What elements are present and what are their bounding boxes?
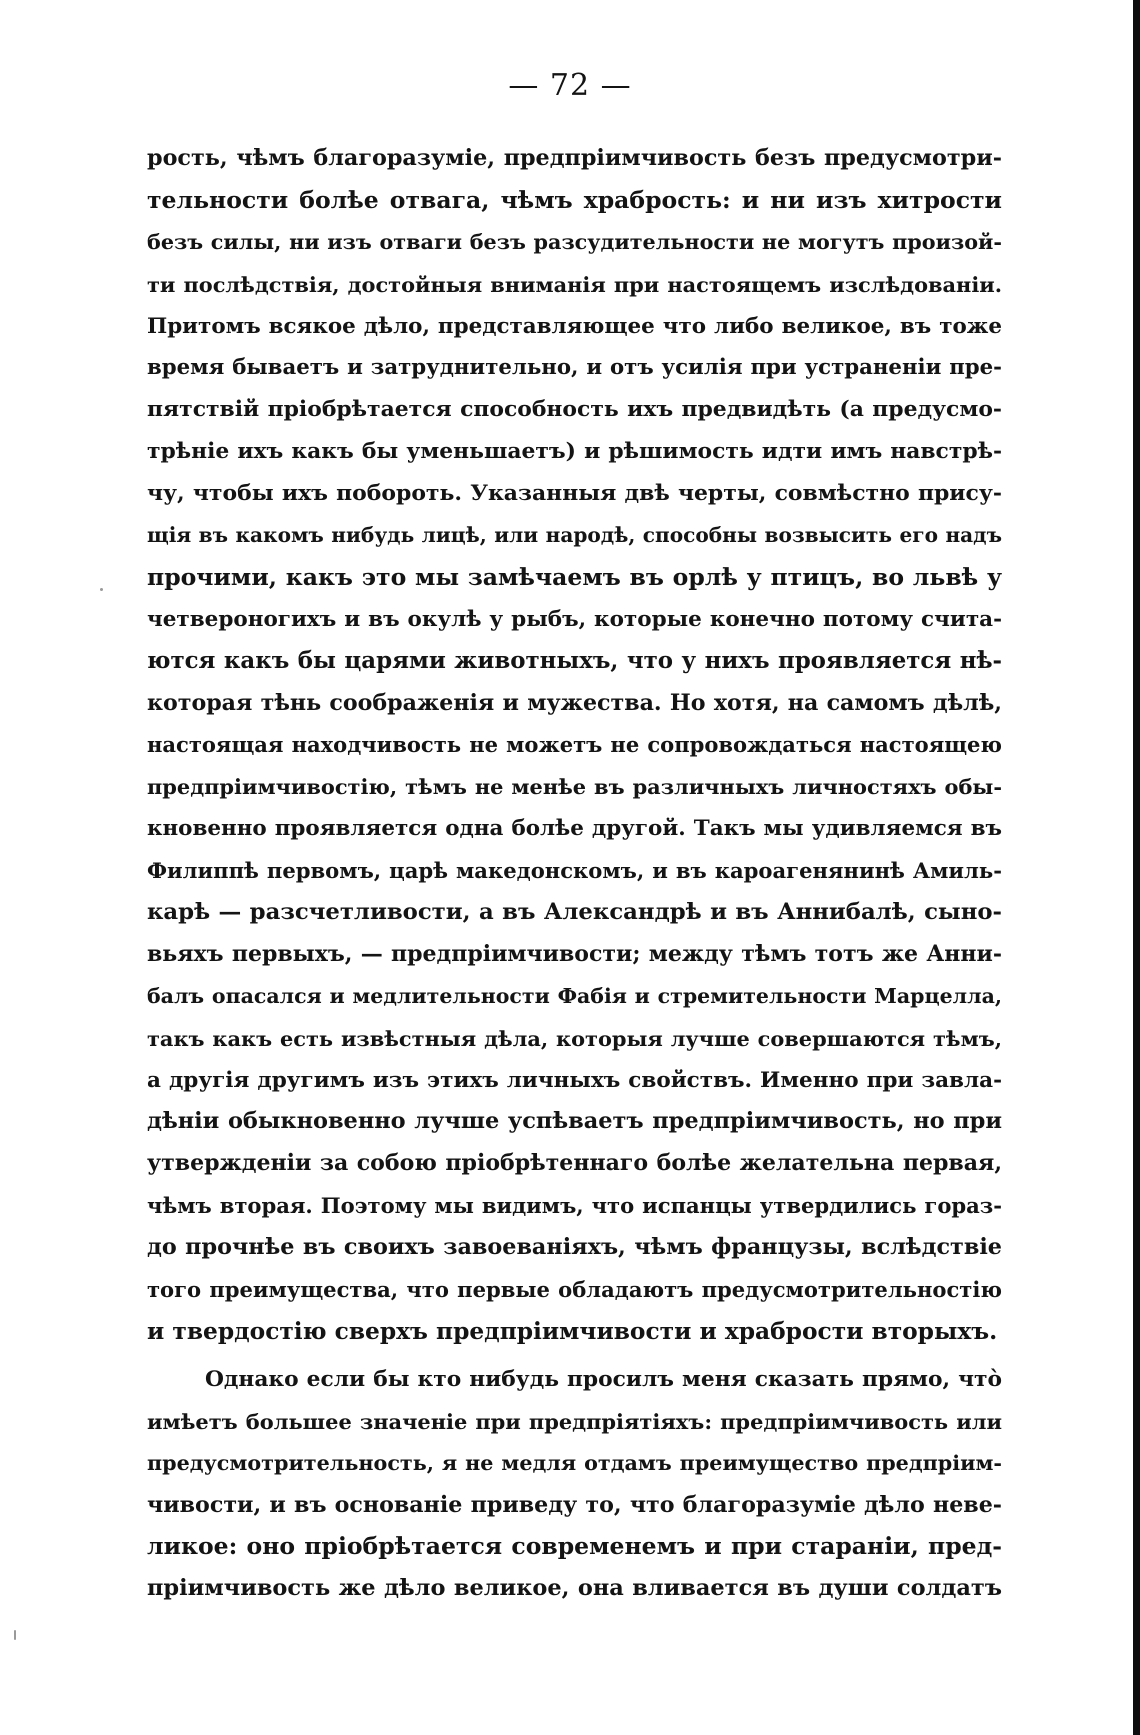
text-line: пятствій пріобрѣтается способность ихъ предвидѣть (а предусмо- (147, 396, 1002, 423)
text-line: а другія другимъ изъ этихъ личныхъ свойствъ. Именно при завла- (147, 1067, 1002, 1093)
text-line: четвероногихъ и въ окулѣ у рыбъ, которые конечно потому счита- (147, 606, 1002, 632)
text-line: предусмотрительность, я не медля отдамъ преимущество предпріим- (147, 1450, 1002, 1475)
page-number: — 72 — (508, 68, 632, 103)
text-line: безъ силы, ни изъ отваги безъ разсудительности не могутъ произой- (147, 229, 1002, 254)
text-line: Притомъ всякое дѣло, представляющее что либо великое, въ тоже (147, 313, 1002, 339)
text-line: щія въ какомъ нибудь лицѣ, или народѣ, способны возвысить его надъ (147, 523, 1002, 548)
text-line: ются какъ бы царями животныхъ, что у нихъ проявляется нѣ- (147, 647, 1002, 674)
page-edge-rule (1133, 0, 1140, 1735)
text-line: настоящая находчивость не можетъ не сопровождаться настоящею (147, 732, 1002, 758)
text-line: ти послѣдствія, достойныя вниманія при настоящемъ изслѣдованіи. (147, 271, 1002, 297)
text-line: время бываетъ и затруднительно, и отъ усилія при устраненіи пре- (147, 355, 1002, 381)
text-line: и твердостію сверхъ предпріимчивости и храбрости вторыхъ. (147, 1317, 998, 1345)
text-line: дѣніи обыкновенно лучше успѣваетъ предпріимчивость, но при (147, 1108, 1002, 1135)
text-line: до прочнѣе въ своихъ завоеваніяхъ, чѣмъ французы, вслѣдствіе (147, 1234, 1002, 1261)
paper-speck (100, 588, 103, 591)
text-line: прочими, какъ это мы замѣчаемъ въ орлѣ у птицъ, во львѣ у (147, 562, 1002, 591)
text-line: рость, чѣмъ благоразуміе, предпріимчивость безъ предусмотри- (147, 145, 1002, 171)
text-line: чивости, и въ основаніе приведу то, что благоразуміе дѣло неве- (147, 1491, 1002, 1518)
text-line: чѣмъ вторая. Поэтому мы видимъ, что испанцы утвердились гораз- (147, 1193, 1002, 1219)
text-line: карѣ — разсчетливости, а въ Александрѣ и въ Аннибалѣ, сыно- (147, 899, 1002, 926)
text-line: того преимущества, что первые обладаютъ предусмотрительностію (147, 1277, 1002, 1303)
paragraph (147, 138, 1002, 1353)
text-line: балъ опасался и медлительности Фабія и стремительности Марцелла, (147, 983, 1002, 1008)
text-line: чу, чтобы ихъ побороть. Указанныя двѣ черты, совмѣстно прису- (147, 480, 1002, 507)
body-text (147, 138, 1002, 1610)
text-line: такъ какъ есть извѣстныя дѣла, которыя лучше совершаются тѣмъ, (147, 1025, 1002, 1051)
text-line: имѣетъ большее значеніе при предпріятіяхъ: предпріимчивость или (147, 1408, 1002, 1434)
text-line: кновенно проявляется одна болѣе другой. Такъ мы удивляемся въ (147, 816, 1002, 842)
text-line: вьяхъ первыхъ, — предпріимчивости; между тѣмъ тотъ же Анни- (147, 940, 1002, 967)
text-line: Однако если бы кто нибудь просилъ меня сказать прямо, что̀ (205, 1366, 1002, 1392)
paragraph (147, 1359, 1002, 1610)
text-line: которая тѣнь соображенія и мужества. Но хотя, на самомъ дѣлѣ, (147, 689, 1002, 716)
text-line: Филиппѣ первомъ, царѣ македонскомъ, и въ кароагенянинѣ Амиль- (147, 858, 1002, 884)
text-line: трѣніе ихъ какъ бы уменьшаетъ) и рѣшимость идти имъ навстрѣ- (147, 439, 1002, 465)
text-line: тельности болѣе отвага, чѣмъ храбрость: и ни изъ хитрости (147, 185, 1002, 214)
paper-speck (14, 1630, 16, 1640)
text-line: утвержденіи за собою пріобрѣтеннаго болѣе желательна первая, (147, 1150, 1002, 1177)
text-line: пріимчивость же дѣло великое, она вливается въ души солдатъ (147, 1575, 1002, 1602)
text-line: предпріимчивостію, тѣмъ не менѣе въ различныхъ личностяхъ обы- (147, 774, 1002, 800)
text-line: ликое: оно пріобрѣтается современемъ и при стараніи, пред- (147, 1532, 1002, 1561)
